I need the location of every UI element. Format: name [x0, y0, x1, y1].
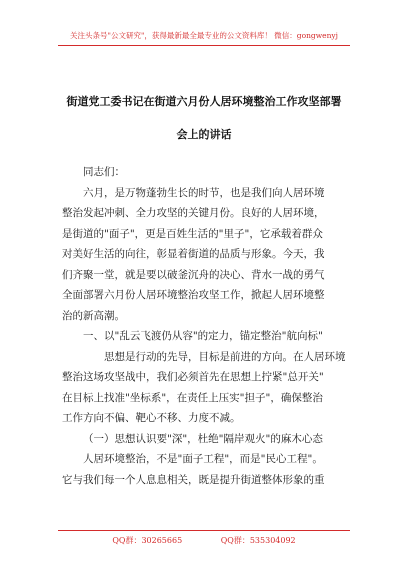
text-line: 人居环境整治，不是"面子工程"，而是"民心工程"。: [83, 453, 323, 465]
document-body: [62, 162, 352, 490]
subsection-heading: （一）思想认识要"深"，杜绝"隔岸观火"的麻木心态: [83, 432, 323, 445]
footer-qq-group-2: QQ群：535304092: [220, 536, 296, 545]
text-line: 们齐聚一堂，就是要以破釜沉舟的决心、背水一战的勇气: [62, 268, 325, 281]
document-title-continued: 会上的讲话: [176, 128, 232, 141]
text-line: 工作方向不偏、靶心不移、力度不减。: [62, 412, 241, 424]
text-line: 它与我们每一个人息息相关，既是提升街道整体形象的重: [62, 473, 325, 486]
header-divider: [58, 45, 350, 46]
text-line: 全面部署六月份人居环境整治攻坚工作，掀起人居环境整: [62, 289, 325, 301]
text-line: 是街道的"面子"，更是百姓生活的"里子"，它承载着群众: [62, 227, 323, 240]
footer-divider: [58, 530, 350, 531]
text-line: 同志们：: [83, 166, 125, 178]
text-line: 治的新高潮。: [62, 309, 125, 322]
text-line: 整治发起冲刺、全力攻坚的关键月份。良好的人居环境，: [62, 207, 325, 219]
footer-qq-group-1: QQ群：30265665: [112, 536, 183, 545]
section-heading: 一、以"乱云飞渡仍从容"的定力，锚定整治"航向标": [83, 330, 323, 342]
header-note: 关注头条号"公文研究"，获得最新最全最专业的公文资料库！ 微信：gongwenyj: [70, 31, 338, 40]
text-line: 思想是行动的先导，目标是前进的方向。在人居环境: [104, 350, 346, 363]
footer-note: [0, 535, 408, 546]
text-line: 整治这场攻坚战中，我们必须首先在思想上拧紧"总开关": [62, 371, 324, 383]
text-line: 在目标上找准"坐标系"，在责任上压实"担子"，确保整治: [62, 391, 323, 404]
text-line: 对美好生活的向往，彰显着街道的品质与形象。今天，我: [62, 248, 325, 260]
text-line: 六月，是万物蓬勃生长的时节，也是我们向人居环境: [83, 186, 325, 199]
document-title: 街道党工委书记在街道六月份人居环境整治工作攻坚部署: [66, 95, 342, 108]
